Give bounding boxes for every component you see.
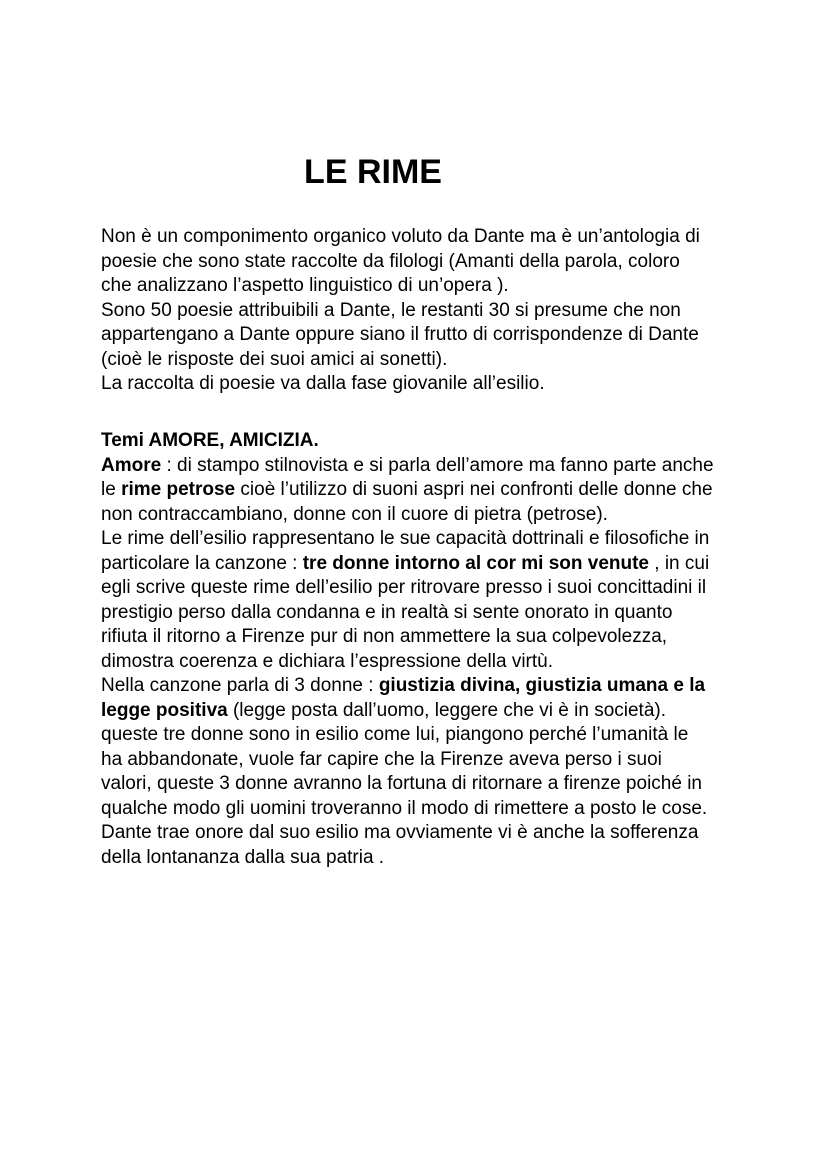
temi-line: non contraccambiano, donne con il cuore di pietra (petrose). xyxy=(101,503,608,525)
text-fragment: particolare la canzone : xyxy=(101,552,303,574)
intro-line: poesie che sono state raccolte da filologi (Amanti della parola, coloro xyxy=(101,250,680,272)
temi-line: prestigio perso dalla condanna e in realtà si sente onorato in quanto xyxy=(101,601,673,623)
text-fragment: (legge posta dall’uomo, leggere che vi è in società). xyxy=(227,699,667,721)
intro-line: Non è un componimento organico voluto da Dante ma è un’antologia di xyxy=(101,226,700,247)
intro-line: (cioè le risposte dei suoi amici ai sonetti). xyxy=(101,348,448,370)
temi-line: egli scrive queste rime dell’esilio per ritrovare presso i suoi concittadini il xyxy=(101,577,707,598)
temi-line: Dante trae onore dal suo esilio ma ovviamente vi è anche la sofferenza xyxy=(101,822,699,843)
amore-label: Amore xyxy=(101,454,162,476)
temi-heading xyxy=(101,429,741,454)
text-fragment: cioè l’utilizzo di suoni aspri nei confronti delle donne che xyxy=(235,479,713,500)
rime-petrose-line xyxy=(101,478,741,503)
tre-donne-terms: giustizia divina, giustizia umana e la xyxy=(378,675,706,696)
amore-text: : di stampo stilnovista e si parla dell’amore ma fanno parte anche xyxy=(161,454,714,476)
canzone-line xyxy=(101,552,741,577)
temi-line: qualche modo gli uomini troveranno il modo di rimettere a posto le cose. xyxy=(101,797,708,819)
text-fragment: Nella canzone parla di 3 donne : xyxy=(101,675,379,696)
tre-donne-line xyxy=(101,674,741,699)
temi-line: Le rime dell’esilio rappresentano le sue capacità dottrinali e filosofiche in xyxy=(101,528,710,549)
temi-heading-text: Temi AMORE, AMICIZIA. xyxy=(101,430,319,451)
intro-line: appartengano a Dante oppure siano il frutto di corrispondenze di Dante xyxy=(101,324,699,345)
temi-line: dimostra coerenza e dichiara l’espressione della virtù. xyxy=(101,650,554,672)
temi-line: queste tre donne sono in esilio come lui, piangono perché l’umanità le xyxy=(101,724,689,745)
text-fragment: le xyxy=(101,479,122,500)
intro-line: La raccolta di poesie va dalla fase giovanile all’esilio. xyxy=(101,373,545,394)
temi-line: valori, queste 3 donne avranno la fortuna di ritornare a firenze poiché in xyxy=(101,773,702,794)
page-title: LE RIME xyxy=(304,153,442,191)
intro-paragraph xyxy=(101,225,741,397)
intro-line: Sono 50 poesie attribuibili a Dante, le restanti 30 si presume che non xyxy=(101,299,681,321)
legge-positiva-term: legge positiva xyxy=(101,699,228,721)
temi-line: ha abbandonate, vuole far capire che la Firenze aveva perso i suoi xyxy=(101,748,662,770)
temi-line: rifiuta il ritorno a Firenze pur di non ammettere la sua colpevolezza, xyxy=(101,626,668,647)
legge-positiva-line xyxy=(101,699,741,724)
canzone-title: tre donne intorno al cor mi son venute xyxy=(302,552,649,574)
temi-section xyxy=(101,429,741,870)
rime-petrose-term: rime petrose xyxy=(121,479,236,500)
temi-line: della lontananza dalla sua patria . xyxy=(101,846,385,868)
text-fragment: , in cui xyxy=(649,552,710,574)
intro-line: che analizzano l’aspetto linguistico di un’opera ). xyxy=(101,275,509,296)
amore-line xyxy=(101,454,741,479)
